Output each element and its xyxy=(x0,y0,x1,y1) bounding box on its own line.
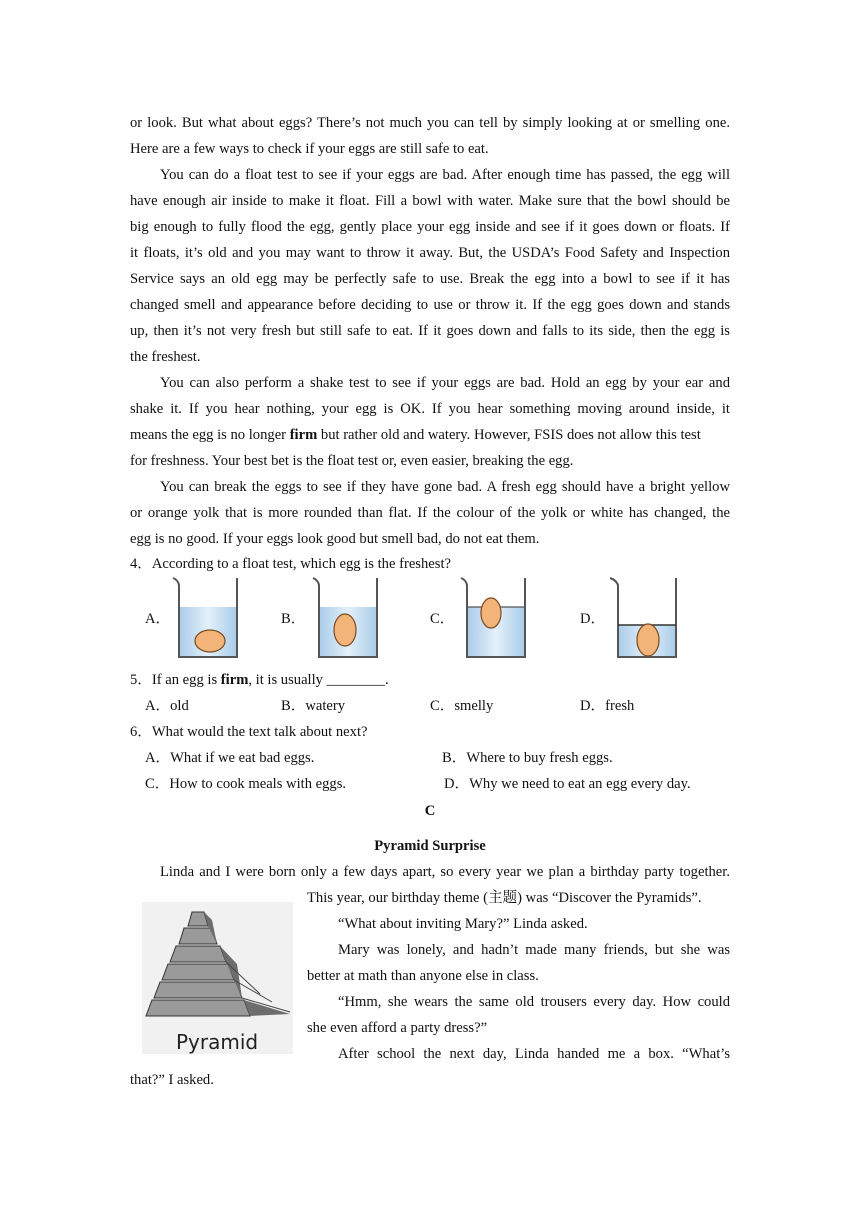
section-letter: C xyxy=(424,803,436,819)
question-4-stem: 4．According to a float test, which egg is the freshest? xyxy=(130,556,451,572)
q6-option-d: D．Why we need to eat an egg every day. xyxy=(444,776,691,792)
q4-option-a-label: A． xyxy=(145,611,171,627)
passage-line: After school the next day, Linda handed me a box. “What’s xyxy=(338,1046,730,1062)
beaker-b-image xyxy=(310,575,382,661)
passage-line: “What about inviting Mary?” Linda asked. xyxy=(338,916,588,932)
passage-line: You can break the eggs to see if they have gone bad. A fresh egg should have a bright yellow xyxy=(160,479,730,495)
passage-line: up, then it’s not very fresh but still safe to eat. If it goes down and falls to its side, then the egg is xyxy=(130,323,730,339)
passage-line: Linda and I were born only a few days apart, so every year we plan a birthday party together. xyxy=(160,864,730,880)
passage-line: This year, our birthday theme (主题) was “Discover the Pyramids”. xyxy=(307,890,702,906)
passage-line: big enough to fully flood the egg, gently place your egg inside and see if it goes down or floats. If xyxy=(130,219,730,235)
beaker-c-image xyxy=(458,575,530,661)
keyword-firm: firm xyxy=(220,672,249,688)
passage-title: Pyramid Surprise xyxy=(374,838,486,854)
keyword-firm: firm xyxy=(289,427,318,443)
q6-option-c: C．How to cook meals with eggs. xyxy=(145,776,347,792)
passage-line: the freshest. xyxy=(130,349,201,365)
passage-text: means the egg is no longer firm but rather old and watery. However, FSIS does not allow this test xyxy=(130,427,701,443)
passage-line: Service says an old egg may be perfectly safe to use. Break the egg into a bowl to see if it has xyxy=(130,271,730,287)
passage-line: have enough air inside to make it float. Fill a bowl with water. Make sure that the bowl should be xyxy=(130,193,730,209)
q5-option-b: B．watery xyxy=(281,698,346,714)
passage-line: or orange yolk that is more rounded than flat. If the colour of the yolk or white has changed, the xyxy=(130,505,730,521)
q4-option-d-label: D． xyxy=(580,611,606,627)
q4-option-b-label: B． xyxy=(281,611,306,627)
passage-line: or look. But what about eggs? There’s not much you can tell by simply looking at or smelling one. xyxy=(130,115,730,131)
passage-line: changed smell and appearance before deciding to use or throw it. If the egg goes down and stands xyxy=(130,297,730,313)
egg-icon xyxy=(195,630,225,652)
egg-icon xyxy=(481,598,501,628)
passage-line: that?” I asked. xyxy=(130,1072,214,1088)
passage-line: Here are a few ways to check if your eggs are still safe to eat. xyxy=(130,141,489,157)
passage-line: better at math than anyone else in class. xyxy=(307,968,539,984)
passage-line: Mary was lonely, and hadn’t made many friends, but she was xyxy=(338,942,730,958)
egg-icon xyxy=(334,614,356,646)
passage-line: “Hmm, she wears the same old trousers every day. How could xyxy=(338,994,730,1010)
passage-line: for freshness. Your best bet is the float test or, even easier, breaking the egg. xyxy=(130,453,574,469)
egg-icon xyxy=(637,624,659,656)
beaker-d-image xyxy=(606,575,682,661)
passage-line-firm xyxy=(130,426,730,444)
passage-line: You can do a float test to see if your eggs are bad. After enough time has passed, the egg will xyxy=(160,167,730,183)
passage-line: shake it. If you hear nothing, your egg is OK. If you hear something moving around inside, it xyxy=(130,401,730,417)
passage-line: You can also perform a shake test to see if your eggs are bad. Hold an egg by your ear and xyxy=(160,375,730,391)
pyramid-caption: Pyramid xyxy=(176,1030,259,1054)
passage-line: egg is no good. If your eggs look good but smell bad, do not eat them. xyxy=(130,531,540,547)
q5-option-c: C．smelly xyxy=(430,698,494,714)
passage-line: she even afford a party dress?” xyxy=(307,1020,488,1036)
question-5-stem: 5．If an egg is firm, it is usually ________. xyxy=(130,672,389,688)
q4-option-c-label: C． xyxy=(430,611,455,627)
q6-option-b: B．Where to buy fresh eggs. xyxy=(442,750,613,766)
passage-line: it floats, it’s old and you may want to throw it away. But, the USDA’s Food Safety and Inspection xyxy=(130,245,730,261)
beaker-a-image xyxy=(170,575,242,661)
question-6-stem: 6．What would the text talk about next? xyxy=(130,724,368,740)
q5-option-a: A．old xyxy=(145,698,189,714)
q6-option-a: A．What if we eat bad eggs. xyxy=(145,750,315,766)
q5-option-d: D．fresh xyxy=(580,698,635,714)
pyramid-image xyxy=(142,902,293,1054)
